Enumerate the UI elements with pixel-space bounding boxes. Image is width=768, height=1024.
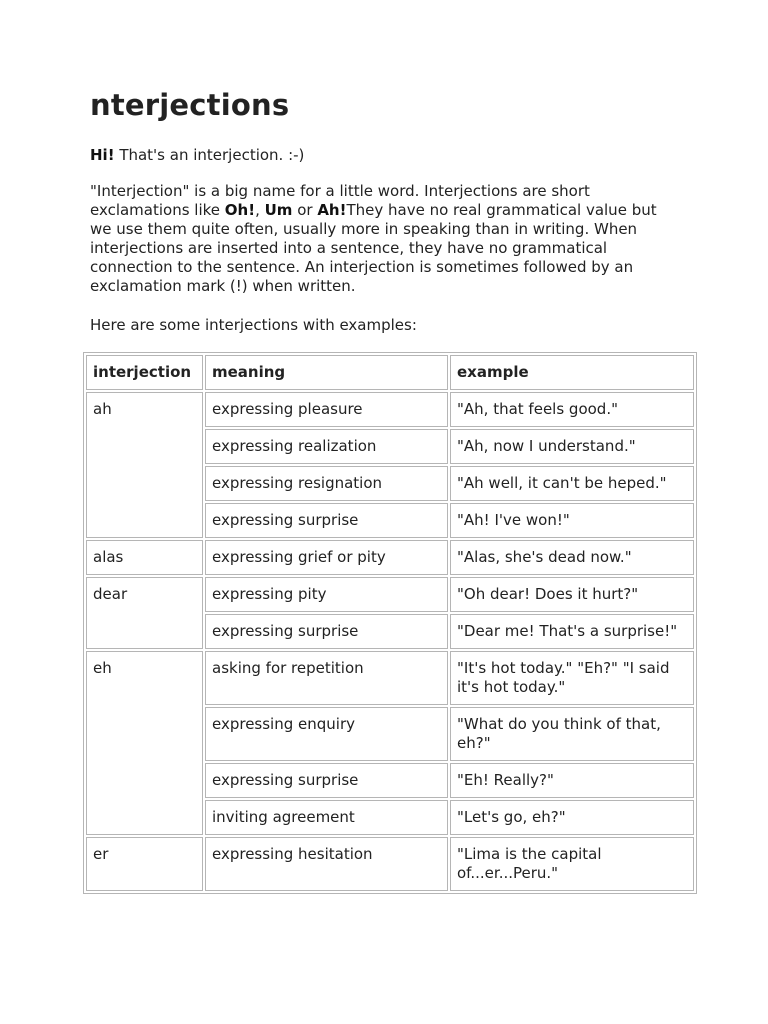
meaning-cell: expressing resignation [205, 466, 448, 501]
example-cell: "It's hot today." "Eh?" "I said it's hot today." [450, 651, 694, 705]
table-header-row [86, 355, 694, 390]
description-text-1: "Interjection" is a big name for a little word. Interjections are short exclamations like [90, 182, 590, 219]
meaning-cell: expressing surprise [205, 503, 448, 538]
example-cell: "Ah, that feels good." [450, 392, 694, 427]
interjection-cell: eh [86, 651, 203, 835]
description-text-3: or [292, 201, 318, 219]
interjection-cell: dear [86, 577, 203, 649]
table-body [86, 392, 694, 891]
meaning-cell: expressing hesitation [205, 837, 448, 891]
meaning-cell: inviting agreement [205, 800, 448, 835]
interjection-cell: er [86, 837, 203, 891]
table-lead-paragraph: Here are some interjections with examples: [90, 316, 417, 334]
interjection-cell: alas [86, 540, 203, 575]
table-row [86, 837, 694, 891]
intro-bold: Hi! [90, 146, 115, 164]
meaning-cell: expressing surprise [205, 614, 448, 649]
description-paragraph [90, 182, 665, 296]
meaning-cell: expressing pleasure [205, 392, 448, 427]
example-cell: "Dear me! That's a surprise!" [450, 614, 694, 649]
example-cell: "Let's go, eh?" [450, 800, 694, 835]
meaning-cell: asking for repetition [205, 651, 448, 705]
example-cell: "What do you think of that, eh?" [450, 707, 694, 761]
example-cell: "Ah well, it can't be heped." [450, 466, 694, 501]
example-cell: "Eh! Really?" [450, 763, 694, 798]
meaning-cell: expressing enquiry [205, 707, 448, 761]
example-cell: "Ah, now I understand." [450, 429, 694, 464]
meaning-cell: expressing realization [205, 429, 448, 464]
page-title: nterjections [90, 88, 290, 122]
description-bold-oh: Oh! [224, 201, 256, 219]
header-interjection: interjection [86, 355, 203, 390]
table-row [86, 651, 694, 705]
meaning-cell: expressing grief or pity [205, 540, 448, 575]
interjections-table [83, 352, 697, 894]
table-row [86, 577, 694, 612]
description-bold-um: Um [264, 201, 293, 219]
intro-paragraph [90, 146, 304, 165]
description-text-4: They have no real grammatical value but we use them quite often, usually more in speaking than in writing. When interjections are inserted into a sentence, they have no grammatical connection to the sentence. An interjection is sometimes followed by an exclamation mark (!) when written. [90, 201, 657, 295]
header-example: example [450, 355, 694, 390]
example-cell: "Alas, she's dead now." [450, 540, 694, 575]
example-cell: "Ah! I've won!" [450, 503, 694, 538]
header-meaning: meaning [205, 355, 448, 390]
example-cell: "Lima is the capital of...er...Peru." [450, 837, 694, 891]
description-text-2: , [255, 201, 265, 219]
example-cell: "Oh dear! Does it hurt?" [450, 577, 694, 612]
interjection-cell: ah [86, 392, 203, 538]
description-bold-ah: Ah! [317, 201, 347, 219]
intro-text: That's an interjection. :-) [114, 146, 305, 164]
meaning-cell: expressing pity [205, 577, 448, 612]
table-row [86, 392, 694, 427]
table-row [86, 540, 694, 575]
meaning-cell: expressing surprise [205, 763, 448, 798]
